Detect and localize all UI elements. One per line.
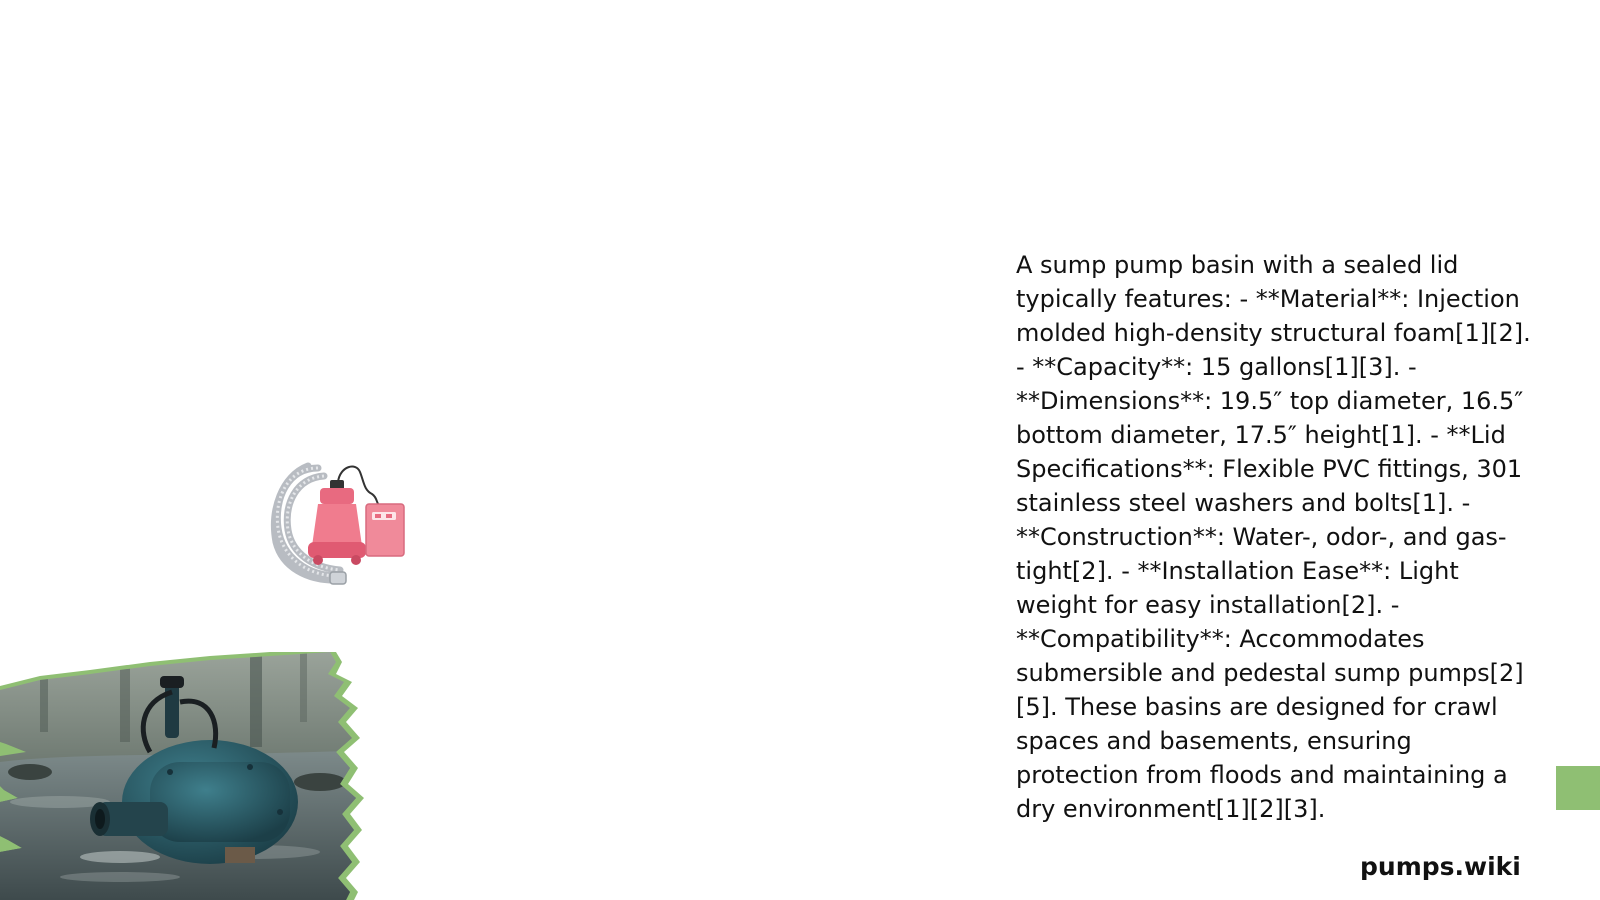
pump-in-water-photo xyxy=(0,652,370,900)
description-text: A sump pump basin with a sealed lid typically features: - **Material**: Injection molded high-density structural foam[1][2]. - **Capacity**: 15 gallons[1][3]. - **Dimensions**: 19.5″ top diameter, 16.5″ bottom diameter, 17.5″ height[1]. - **Lid Specifications**: Flexible PVC fittings, 301 stainless steel washers and bolts[1]. - **Construction**: Water-, odor-, and gas-tight[2]. - **Installation Ease**: Light weight for easy installation[2]. - **Compatibility**: Accommodates submersible and pedestal sump pumps[2][5]. These basins are designed for crawl spaces and basements, ensuring protection from floods and maintaining a dry environment[1][2][3]. xyxy=(1016,251,1531,823)
brand-name[interactable]: pumps.wiki xyxy=(1360,852,1521,881)
accent-block xyxy=(1556,766,1600,810)
submersible-pump-icon xyxy=(268,458,408,588)
